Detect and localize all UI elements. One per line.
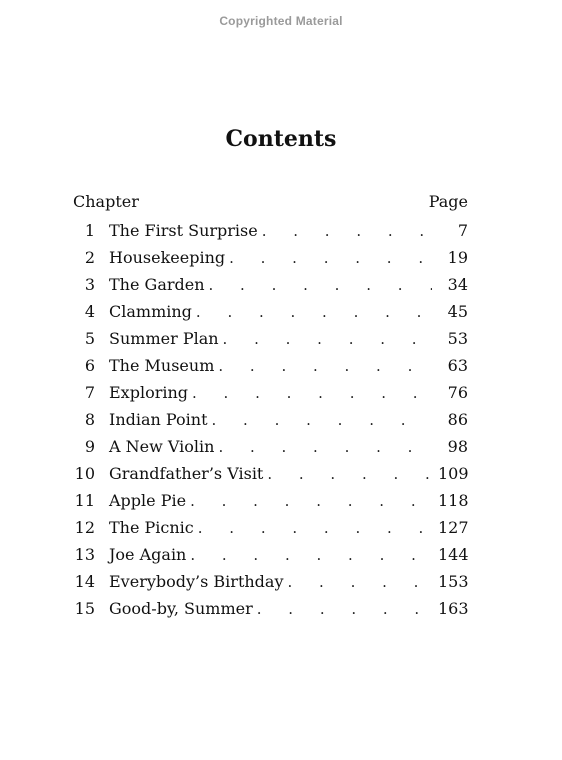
chapter-title: The Museum (109, 356, 215, 375)
dot-leader (218, 434, 432, 461)
page-number: 34 (447, 275, 468, 294)
chapter-number: 2 (84, 248, 95, 267)
page-number: 118 (438, 491, 469, 510)
chapter-title: The Garden (109, 275, 205, 294)
toc-entry (73, 298, 468, 325)
chapter-number: 14 (74, 572, 95, 591)
toc-entry (73, 244, 468, 271)
page-number: 53 (447, 329, 468, 348)
dot-leader (257, 596, 432, 623)
toc-entry (73, 460, 468, 487)
chapter-number: 6 (84, 356, 95, 375)
toc-entry (73, 514, 468, 541)
toc-entry (73, 433, 468, 460)
chapter-title: The First Surprise (109, 221, 258, 240)
toc-entry (73, 406, 468, 433)
page-number: 109 (438, 464, 469, 483)
chapter-title: The Picnic (109, 518, 194, 537)
chapter-number: 7 (84, 383, 95, 402)
page-number: 19 (447, 248, 468, 267)
toc-rows (73, 217, 468, 622)
page-number: 76 (447, 383, 468, 402)
page-number: 153 (438, 572, 469, 591)
dot-leader (267, 461, 432, 488)
chapter-number: 3 (84, 275, 95, 294)
chapter-number: 12 (74, 518, 95, 537)
chapter-title: Clamming (109, 302, 192, 321)
page-number: 63 (447, 356, 468, 375)
page-number: 98 (447, 437, 468, 456)
chapter-number: 5 (84, 329, 95, 348)
chapter-title: Housekeeping (109, 248, 226, 267)
chapter-number: 15 (74, 599, 95, 618)
chapter-title: Joe Again (109, 545, 187, 564)
toc-entry (73, 568, 468, 595)
copyright-watermark: Copyrighted Material (219, 14, 343, 28)
chapter-title: Indian Point (109, 410, 208, 429)
chapter-title: Everybody’s Birthday (109, 572, 284, 591)
toc-header (73, 190, 468, 214)
dot-leader (192, 380, 432, 407)
chapter-title: Grandfather’s Visit (109, 464, 264, 483)
dot-leader (190, 542, 432, 569)
chapter-number: 8 (84, 410, 95, 429)
chapter-title: Summer Plan (109, 329, 219, 348)
toc-entry (73, 595, 468, 622)
dot-leader (229, 245, 432, 272)
page-number: 127 (438, 518, 469, 537)
page-title: Contents (225, 126, 337, 152)
chapter-number: 1 (84, 221, 95, 240)
chapter-number: 4 (84, 302, 95, 321)
toc-entry (73, 271, 468, 298)
toc-entry (73, 379, 468, 406)
toc-entry (73, 325, 468, 352)
page-number: 86 (447, 410, 468, 429)
toc-entry (73, 541, 468, 568)
chapter-column-label: Chapter (73, 192, 139, 211)
toc-entry (73, 217, 468, 244)
chapter-number: 9 (84, 437, 95, 456)
dot-leader (218, 353, 432, 380)
page-number: 45 (447, 302, 468, 321)
dot-leader (288, 569, 433, 596)
table-of-contents (73, 190, 468, 622)
chapter-number: 13 (74, 545, 95, 564)
dot-leader (223, 326, 432, 353)
dot-leader (262, 218, 432, 245)
dot-leader (212, 407, 432, 434)
page-number: 144 (438, 545, 469, 564)
chapter-number: 10 (74, 464, 95, 483)
dot-leader (209, 272, 432, 299)
page-column-label: Page (428, 192, 468, 211)
chapter-title: Good-by, Summer (109, 599, 253, 618)
page-number: 7 (457, 221, 468, 240)
toc-entry (73, 487, 468, 514)
dot-leader (196, 299, 432, 326)
dot-leader (198, 515, 432, 542)
chapter-title: A New Violin (109, 437, 215, 456)
toc-entry (73, 352, 468, 379)
chapter-number: 11 (74, 491, 95, 510)
dot-leader (190, 488, 432, 515)
chapter-title: Exploring (109, 383, 189, 402)
chapter-title: Apple Pie (109, 491, 187, 510)
page-number: 163 (438, 599, 469, 618)
